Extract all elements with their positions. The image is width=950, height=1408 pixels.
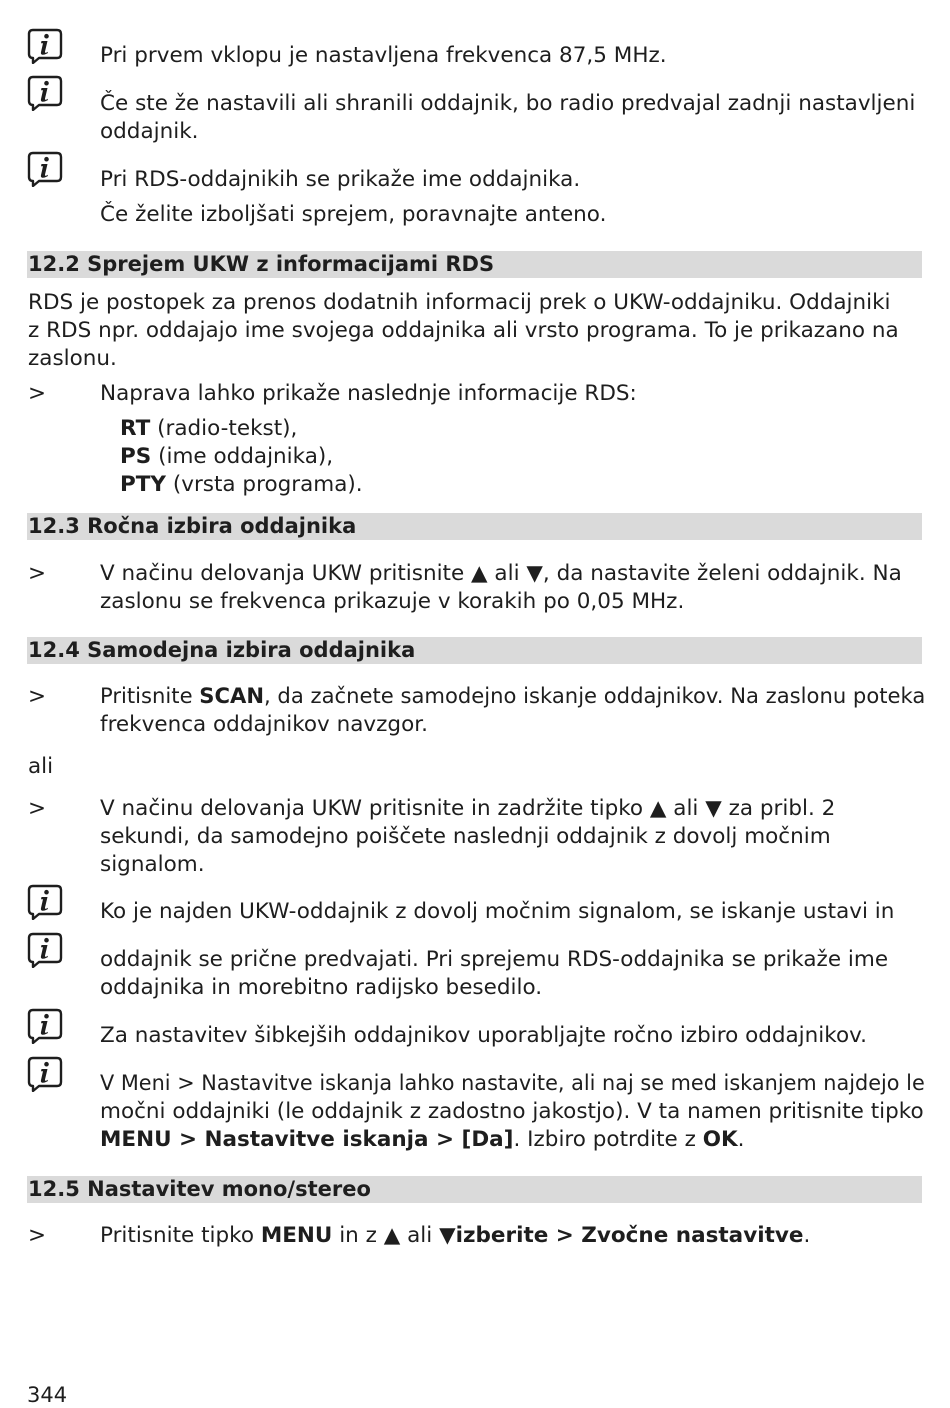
bullet-text: zaslonu se frekvenca prikazuje v korakih po 0,05 MHz. <box>100 589 685 614</box>
info-icon <box>27 28 63 64</box>
info-icon <box>27 1008 63 1044</box>
note-text: Ko je najden UKW-oddajnik z dovolj močnim signalom, se iskanje ustavi in <box>100 899 895 924</box>
paragraph-line: RDS je postopek za prenos dodatnih informacij prek o UKW-oddajniku. Oddajniki <box>28 290 891 315</box>
bullet-text: frekvenca oddajnikov navzgor. <box>100 712 428 737</box>
bullet-text: signalom. <box>100 852 205 877</box>
bullet-text: Pritisnite tipko MENU in z ▲ ali ▼izberite > Zvočne nastavitve. <box>100 1223 811 1248</box>
bullet-text: V načinu delovanja UKW pritisnite ▲ ali ▼, da nastavite želeni oddajnik. Na <box>100 561 902 586</box>
note-text: V Meni > Nastavitve iskanja lahko nastavite, ali naj se med iskanjem najdejo le <box>100 1071 925 1096</box>
paragraph-line: z RDS npr. oddajajo ime svojega oddajnika ali vrsto programa. To je prikazano na <box>28 318 899 343</box>
note-text: močni oddajniki (le oddajnik z zadostno jakostjo). V ta namen pritisnite tipko <box>100 1099 924 1124</box>
section-heading: 12.5 Nastavitev mono/stereo <box>27 1176 922 1203</box>
paragraph-line: zaslonu. <box>28 346 117 371</box>
note-text: MENU > Nastavitve iskanja > [Da]. Izbiro potrdite z OK. <box>100 1127 745 1152</box>
note-text: oddajnik. <box>100 119 199 144</box>
note-text: Če želite izboljšati sprejem, poravnajte anteno. <box>100 202 607 227</box>
bullet-marker: > <box>28 381 47 406</box>
note-text: Pri prvem vklopu je nastavljena frekvenca 87,5 MHz. <box>100 43 667 68</box>
note-text: oddajnika in morebitno radijsko besedilo. <box>100 975 543 1000</box>
note-text: Če ste že nastavili ali shranili oddajnik, bo radio predvajal zadnji nastavljeni <box>100 91 916 116</box>
info-icon <box>27 1056 63 1092</box>
note-text: Za nastavitev šibkejših oddajnikov uporabljajte ročno izbiro oddajnikov. <box>100 1023 867 1048</box>
bullet-marker: > <box>28 684 47 709</box>
rds-item-pty: PTY (vrsta programa). <box>120 472 363 497</box>
section-heading: 12.4 Samodejna izbira oddajnika <box>27 637 922 664</box>
bullet-marker: > <box>28 561 47 586</box>
bullet-marker: > <box>28 1223 47 1248</box>
info-icon <box>27 932 63 968</box>
bullet-marker: > <box>28 796 47 821</box>
bullet-text: Pritisnite SCAN, da začnete samodejno iskanje oddajnikov. Na zaslonu poteka <box>100 684 926 709</box>
section-heading: 12.2 Sprejem UKW z informacijami RDS <box>27 251 922 278</box>
bullet-text: sekundi, da samodejno poiščete naslednji oddajnik z dovolj močnim <box>100 824 831 849</box>
info-icon <box>27 151 63 187</box>
page-number: 344 <box>27 1383 68 1407</box>
bullet-text: Naprava lahko prikaže naslednje informacije RDS: <box>100 381 637 406</box>
info-icon <box>27 75 63 111</box>
note-text: oddajnik se prične predvajati. Pri sprejemu RDS-oddajnika se prikaže ime <box>100 947 889 972</box>
info-icon <box>27 884 63 920</box>
section-heading: 12.3 Ročna izbira oddajnika <box>27 513 922 540</box>
bullet-text: V načinu delovanja UKW pritisnite in zadržite tipko ▲ ali ▼ za pribl. 2 <box>100 796 836 821</box>
rds-item-rt: RT (radio-tekst), <box>120 416 298 441</box>
note-text: Pri RDS-oddajnikih se prikaže ime oddajnika. <box>100 167 581 192</box>
rds-item-ps: PS (ime oddajnika), <box>120 444 334 469</box>
or-text: ali <box>28 754 54 779</box>
